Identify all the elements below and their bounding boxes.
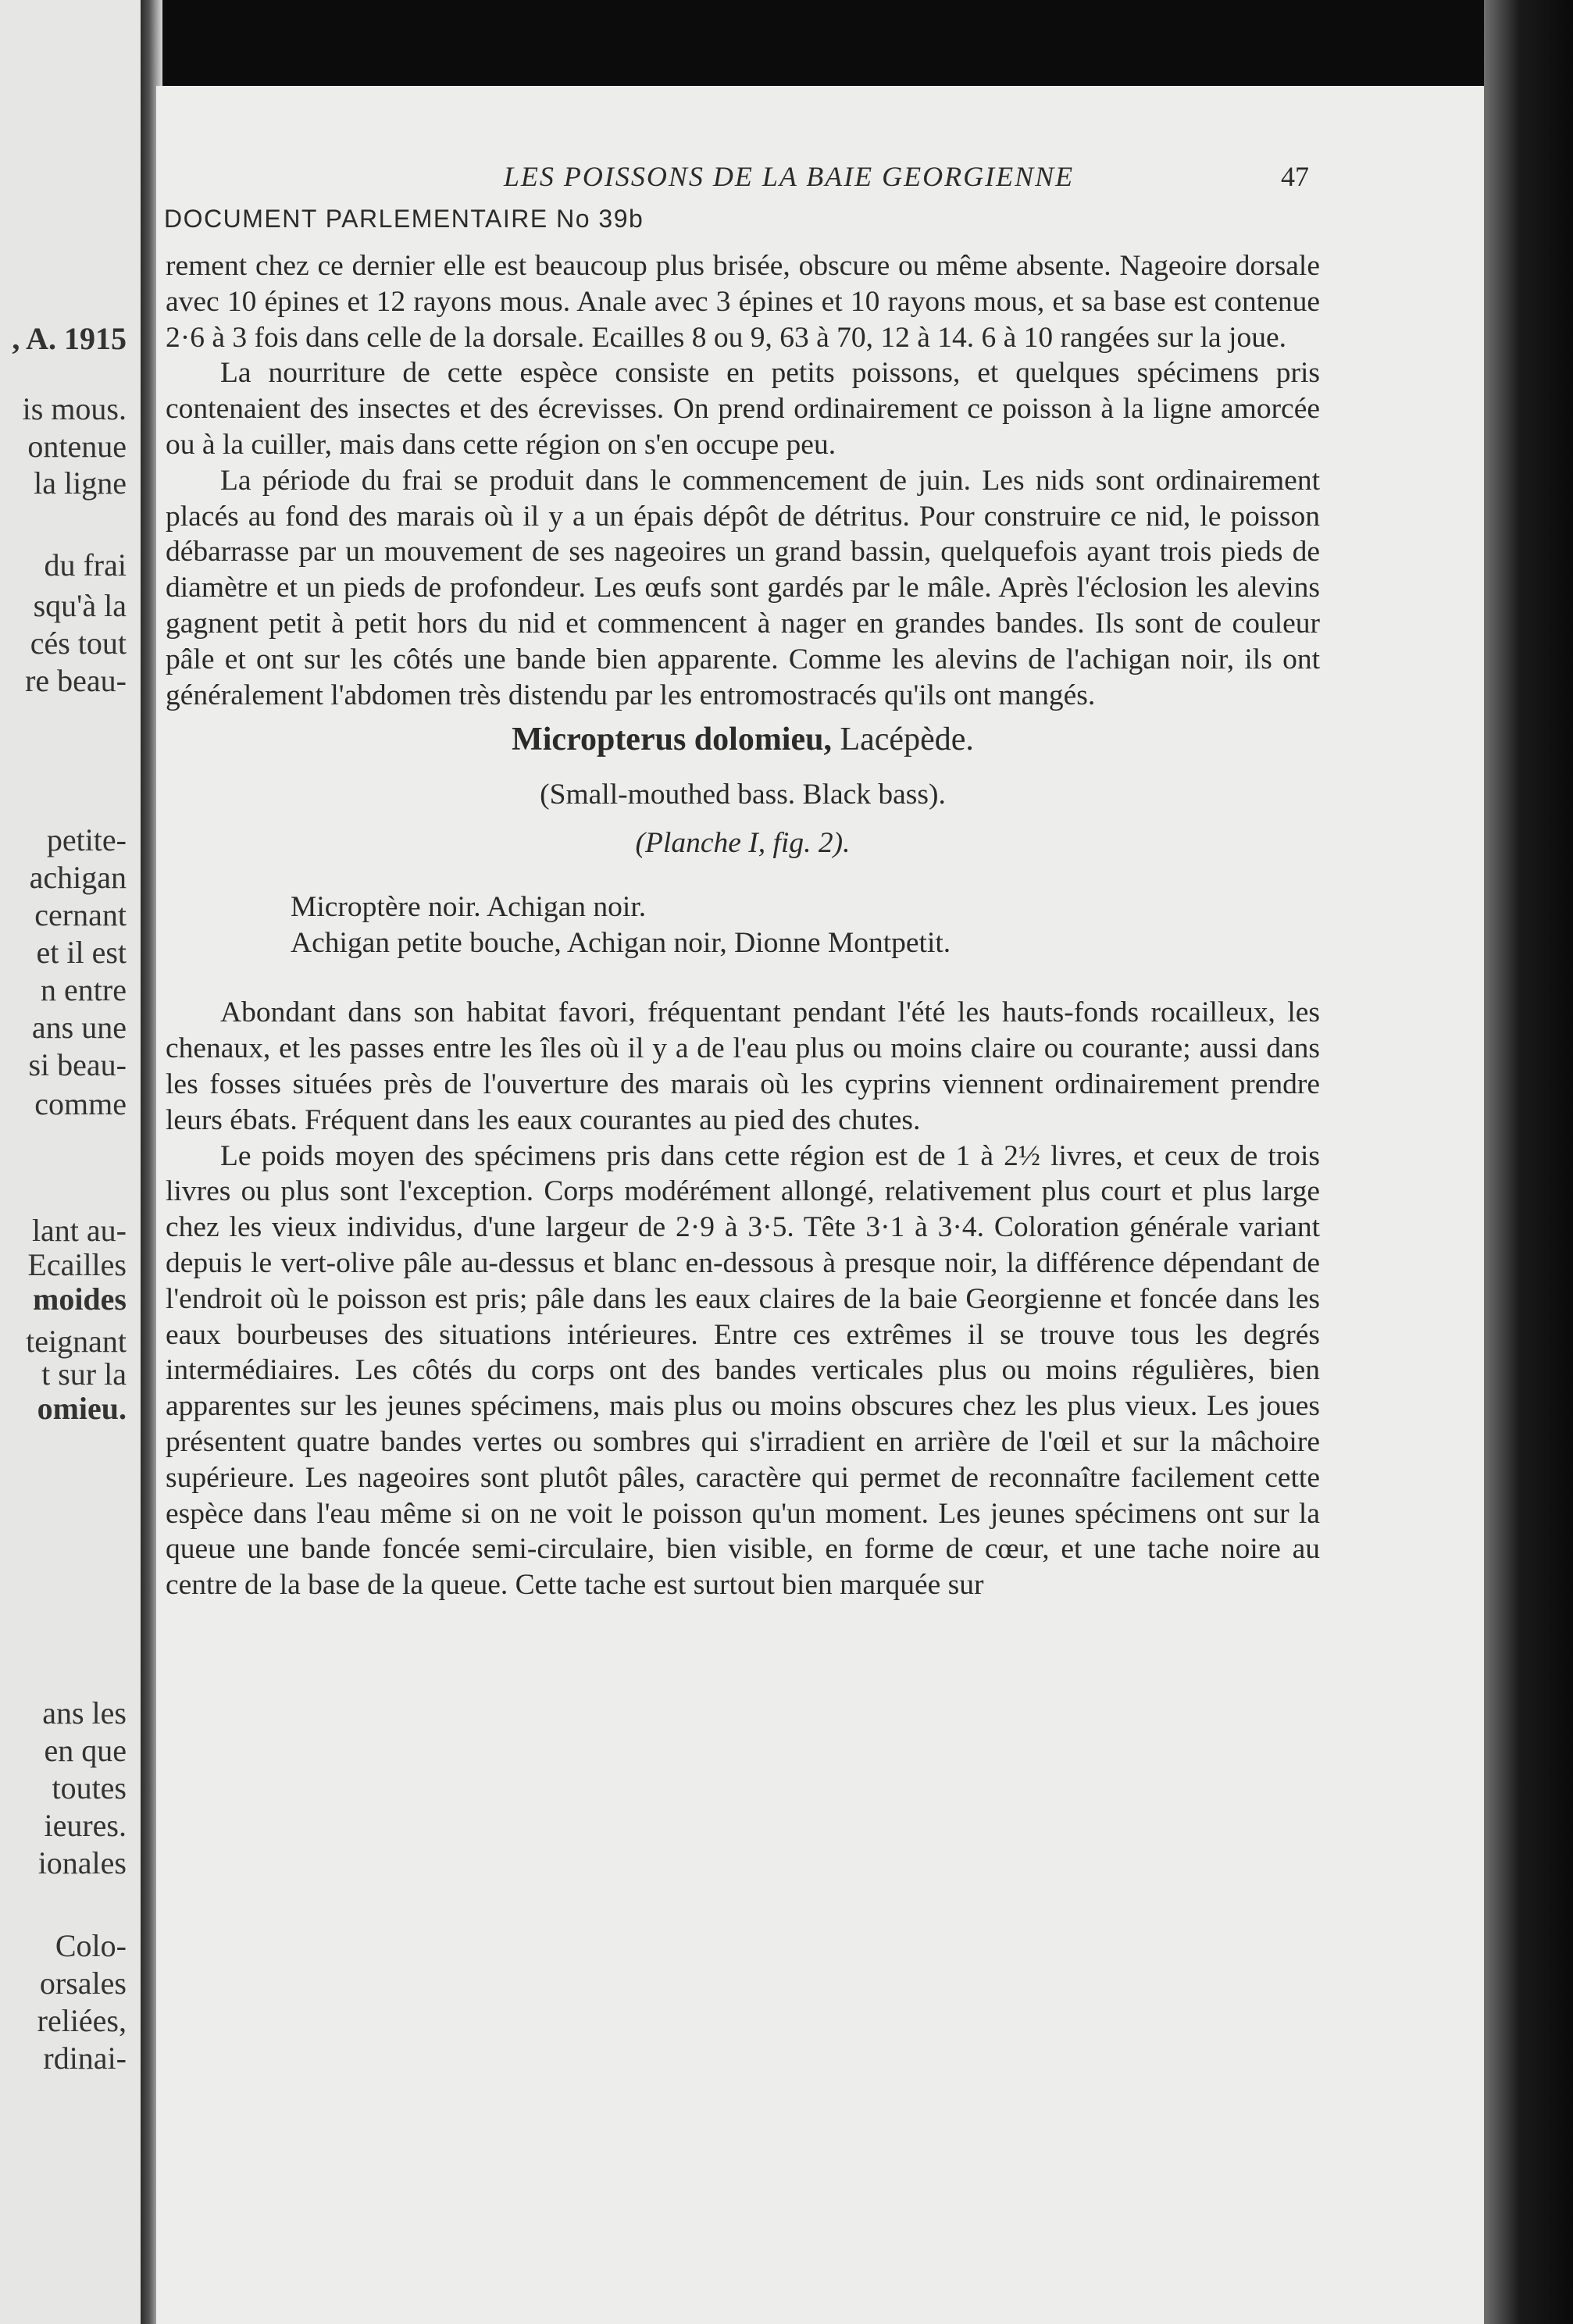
running-title: LES POISSONS DE LA BAIE GEORGIENNE [503, 161, 1075, 192]
left-page-text: reliées, [37, 2003, 127, 2038]
left-page-text: squ'à la [33, 588, 127, 623]
synonym-line: Microptère noir. Achigan noir. [291, 890, 647, 923]
species-heading [166, 722, 1320, 758]
left-page-text: petite- [46, 822, 127, 857]
left-page-text: ieures. [44, 1808, 127, 1843]
left-page-text: ans les [42, 1695, 127, 1731]
page-number: 47 [1281, 161, 1309, 192]
left-page-fragment [0, 0, 141, 2324]
left-page-text: rdinai- [43, 2041, 127, 2076]
common-names: (Small-mouthed bass. Black bass). [540, 779, 946, 811]
left-page-text: toutes [52, 1770, 127, 1805]
left-page-text: la ligne [34, 465, 127, 501]
left-page-text: cernant [34, 897, 127, 932]
synonym-list [166, 889, 1320, 961]
left-page-text: orsales [39, 1966, 127, 2001]
left-page-text: omieu. [37, 1391, 127, 1426]
left-page-text: teignant [26, 1324, 127, 1359]
left-page-text: Colo- [55, 1928, 127, 1963]
species-author: Lacépède. [840, 722, 974, 758]
paragraph: Le poids moyen des spécimens pris dans cette région est de 1 à 2½ livres, et ceux de trois livres ou plus sont l'exception. Corps modérément allongé, relativement plus court et plus large chez les vieux individus, d'une largeur de 2·9 à 3·5. Tête 3·1 à 3·4. Coloration générale variant depuis le vert-olive pâle au-dessus et blanc en-dessous à presque noir, la différence dépendant de l'endroit où le poisson est pris; pâle dans les eaux claires de la baie Georgienne et foncée dans les eaux bourbeuses des situations intérieures. Entre ces extrêmes il se trouve tous les degrés intermédiaires. Les côtés du corps ont des bandes verticales plus ou moins régulières, bien apparentes sur les jeunes spécimens, mais plus ou moins obscures chez les plus vieux. Les joues présentent quatre bandes vertes ou sombres qui s'irradient en arrière de l'œil et sur la mâchoire supérieure. Les nageoires sont plutôt pâles, caractère qui permet de reconnaître facilement cette espèce dans l'eau même si on ne voit le poisson qu'un moment. Les jeunes spécimens ont sur la queue une bande foncée semi-circulaire, bien visible, en forme de cœur, et une tache noire au centre de la base de la queue. Cette tache est surtout bien marquée sur [166, 1139, 1320, 1602]
paragraph: rement chez ce dernier elle est beaucoup plus brisée, obscure ou même absente. Nageoire dorsale avec 10 épines et 12 rayons mous. Anale avec 3 épines et 10 rayons mous, et sa base est contenue 2·6 à 3 fois dans celle de la dorsale. Ecailles 8 ou 9, 63 à 70, 12 à 14. 6 à 10 rangées sur la joue. [166, 250, 1320, 354]
left-page-text: comme [34, 1086, 127, 1121]
left-page-text: cés tout [30, 626, 127, 661]
left-page-text: ans une [31, 1010, 127, 1045]
document-label: DOCUMENT PARLEMENTAIRE No 39b [164, 205, 644, 233]
left-page-text: is mous. [22, 391, 127, 426]
left-page-text: achigan [29, 860, 127, 895]
paragraph: La nourriture de cette espèce consiste en petits poissons, et quelques spécimens pris contenaient des insectes et des écrevisses. On prend ordinairement ce poisson à la ligne amorcée ou à la cuiller, mais dans cette région on s'en occupe peu. [166, 357, 1320, 461]
species-name: Micropterus dolomieu, [512, 722, 832, 758]
left-page-text: ontenue [27, 429, 127, 464]
left-page-text: re beau- [25, 663, 127, 698]
left-page-text: lant au- [31, 1213, 127, 1248]
body-text [166, 248, 1320, 1603]
left-page-text: Ecailles [27, 1247, 127, 1282]
paragraph: Abondant dans son habitat favori, fréquentant pendant l'été les hauts-fonds rocailleux, les chenaux, et les passes entre les îles où il y a de l'eau plus ou moins claire ou courante; aussi dans les fosses situées près de l'ouverture des marais où les cyprins viennent ordinairement prendre leurs ébats. Fréquent dans les eaux courantes au pied des chutes. [166, 996, 1320, 1136]
left-page-text: t sur la [41, 1356, 127, 1392]
left-page-text: si beau- [28, 1047, 127, 1082]
paragraph: La période du frai se produit dans le commencement de juin. Les nids sont ordinairement placés au fond des marais où il y a un épais dépôt de détritus. Pour construire ce nid, le poisson débarrasse par un mouvement de ses nageoires un grand bassin, quelquefois ayant trois pieds de diamètre et un pieds de profondeur. Les œufs sont gardés par le mâle. Après l'éclosion les alevins gagnent petit à petit hors du nid et commencent à nager en grandes bandes. Ils sont de couleur pâle et ont sur les côtés une bande bien apparente. Comme les alevins de l'achigan noir, ils ont généralement l'abdomen très distendu par les entromostracés qu'ils ont mangés. [166, 464, 1320, 711]
plate-reference: (Planche I, fig. 2). [635, 826, 851, 859]
page-edge-shadow [1484, 0, 1573, 2324]
synonym-line: Achigan petite bouche, Achigan noir, Dionne Montpetit. [291, 926, 951, 959]
left-page-text: et il est [36, 935, 127, 970]
left-page-text: n entre [41, 972, 127, 1007]
left-page-text: , A. 1915 [12, 321, 127, 356]
left-page-text: en que [44, 1733, 127, 1768]
left-page-text: ionales [37, 1845, 127, 1880]
left-page-text: moides [33, 1281, 127, 1317]
left-page-text: du frai [44, 547, 127, 583]
